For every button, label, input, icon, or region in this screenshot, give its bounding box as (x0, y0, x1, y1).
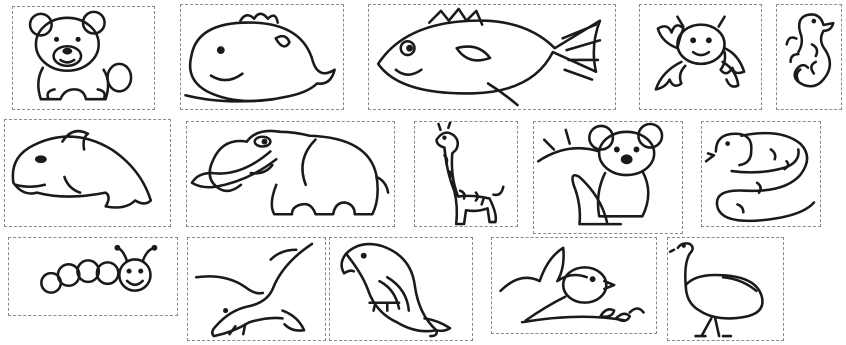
koala-illustration (534, 122, 682, 233)
card-elephant (186, 121, 395, 227)
card-ostrich (667, 237, 784, 341)
card-parrot (329, 237, 473, 341)
card-whale (180, 4, 344, 110)
card-dolphin (4, 119, 171, 227)
card-crab (639, 4, 762, 110)
crab-illustration (640, 5, 761, 109)
card-giraffe (414, 121, 518, 227)
fish-illustration (369, 5, 615, 109)
whale-illustration (181, 5, 343, 109)
card-seahorse (776, 4, 842, 110)
card-bird (491, 237, 657, 334)
elephant-illustration (187, 122, 394, 226)
card-eagle (187, 237, 326, 341)
giraffe-illustration (415, 122, 517, 226)
card-fish (368, 4, 616, 110)
ostrich-illustration (668, 238, 783, 340)
card-snake (701, 121, 821, 227)
eagle-illustration (188, 238, 325, 340)
dolphin-illustration (5, 120, 170, 226)
caterpillar-illustration (9, 238, 177, 315)
bird-illustration (492, 238, 656, 333)
seahorse-illustration (777, 5, 841, 109)
parrot-illustration (330, 238, 472, 340)
snake-illustration (702, 122, 820, 226)
card-bear (12, 6, 155, 110)
card-koala (533, 121, 683, 234)
bear-illustration (13, 7, 154, 109)
card-caterpillar (8, 237, 178, 316)
